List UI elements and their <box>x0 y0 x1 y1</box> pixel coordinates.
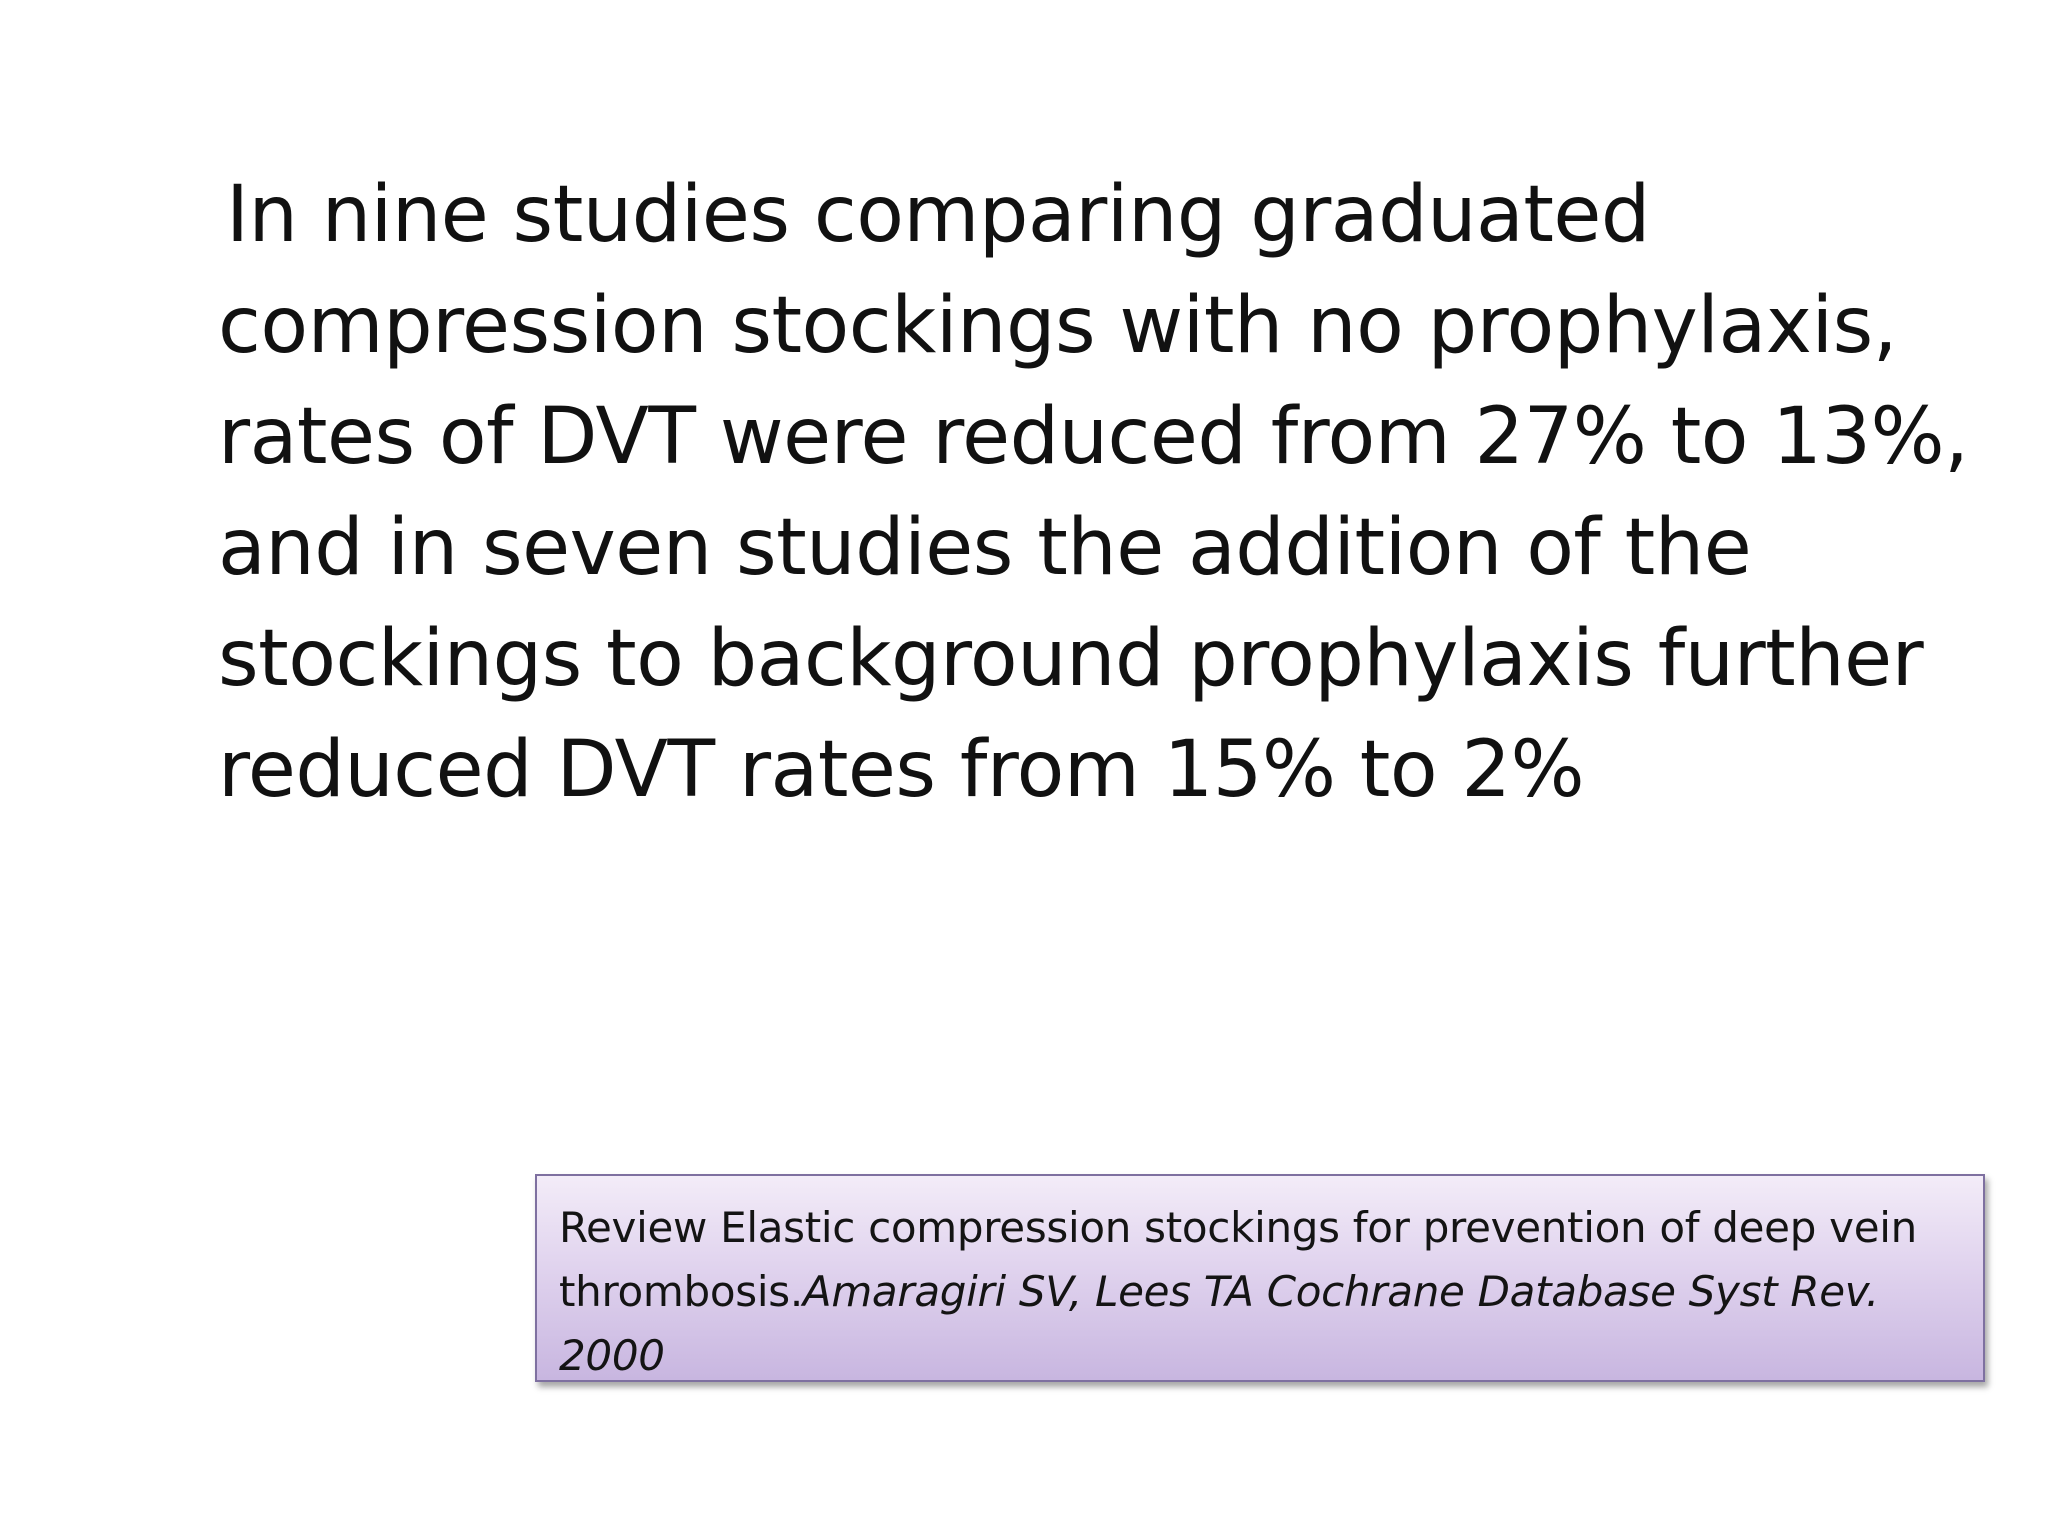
body-line: stockings to background prophylaxis further <box>218 614 1924 704</box>
citation-authors-source: Amaragiri SV, Lees TA Cochrane Database Syst Rev. 2000 <box>559 1267 1879 1380</box>
body-paragraph <box>218 160 1969 826</box>
body-line: In nine studies comparing graduated <box>226 170 1650 260</box>
body-line: and in seven studies the addition of the <box>218 503 1752 593</box>
citation-title: Review Elastic compression stockings for prevention of deep vein thrombosis. <box>559 1203 1917 1316</box>
body-line: rates of DVT were reduced from 27% to 13%, <box>218 392 1969 482</box>
body-line: reduced DVT rates from 15% to 2% <box>218 725 1585 815</box>
body-line: compression stockings with no prophylaxis, <box>218 281 1898 371</box>
citation-text <box>559 1196 1961 1388</box>
citation-box <box>535 1174 1985 1382</box>
